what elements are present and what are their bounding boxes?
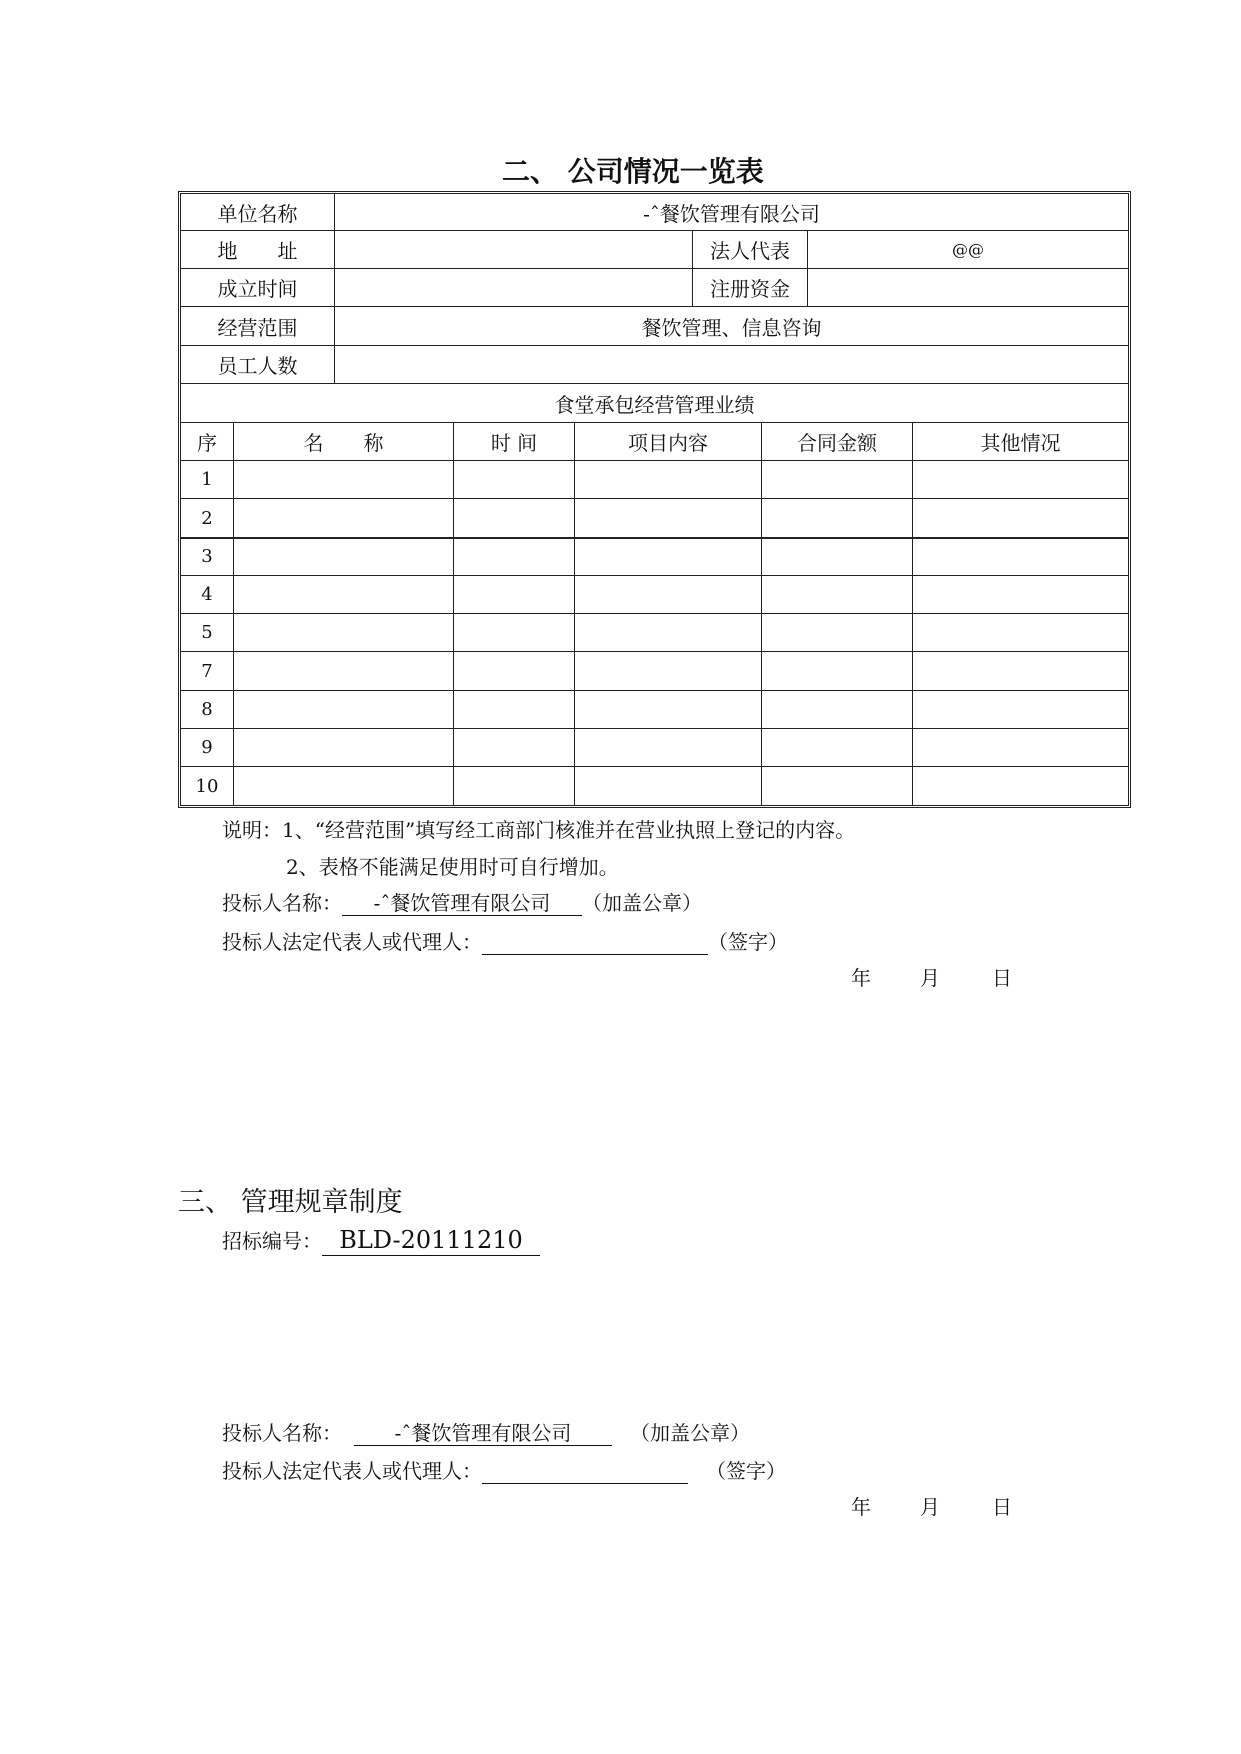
representative-line-1 <box>222 926 788 955</box>
bidder-name-field[interactable]: -ˆ餐饮管理有限公司 <box>342 891 582 916</box>
row-number: 2 <box>201 507 213 529</box>
address-value <box>335 231 692 268</box>
representative-label: 投标人法定代表人或代理人： <box>222 930 482 954</box>
date-month: 月 <box>920 1495 940 1519</box>
row-number: 7 <box>201 660 213 682</box>
row-number: 4 <box>201 584 213 605</box>
page-title: 二、 公司情况一览表 <box>502 155 764 188</box>
bidder-name-label: 投标人名称： <box>222 891 342 915</box>
date-day: 日 <box>992 1495 1012 1519</box>
note-1: 说明：1、“经营范围”填写经工商部门核准并在营业执照上登记的内容。 <box>222 818 856 842</box>
seal-note: （加盖公章） <box>582 891 702 915</box>
scope-label: 经营范围 <box>217 315 298 340</box>
signature-note: （签字） <box>706 1459 786 1483</box>
legal-rep-label: 法人代表 <box>710 239 790 263</box>
date-year: 年 <box>851 1495 871 1519</box>
row-number: 1 <box>201 469 213 490</box>
representative-label: 投标人法定代表人或代理人： <box>222 1459 482 1483</box>
date-day: 日 <box>992 966 1012 990</box>
staff-value <box>335 346 1128 383</box>
performance-heading: 食堂承包经营管理业绩 <box>554 392 755 417</box>
col-header-amount: 合同金额 <box>797 431 877 455</box>
representative-signature-field[interactable] <box>482 1459 688 1484</box>
representative-line-2 <box>222 1455 786 1484</box>
note-2: 2、表格不能满足使用时可自行增加。 <box>286 855 619 879</box>
col-header-other: 其他情况 <box>980 431 1061 455</box>
col-header-time: 时 间 <box>490 431 538 455</box>
row-number: 10 <box>195 775 219 797</box>
seal-note: （加盖公章） <box>630 1421 750 1445</box>
date-month: 月 <box>920 966 940 990</box>
capital-value <box>808 269 1128 306</box>
staff-label: 员工人数 <box>217 354 298 378</box>
row-number: 5 <box>201 622 213 643</box>
row-number: 3 <box>201 546 213 567</box>
founded-label: 成立时间 <box>217 277 298 301</box>
date-year: 年 <box>851 966 871 990</box>
capital-label: 注册资金 <box>710 277 790 301</box>
signature-note: （签字） <box>708 930 788 954</box>
row-number: 8 <box>201 699 213 720</box>
address-label: 地 址 <box>217 239 298 263</box>
bidder-name-label: 投标人名称： <box>222 1421 342 1445</box>
representative-signature-field[interactable] <box>482 930 708 955</box>
col-header-seq: 序 <box>197 431 217 455</box>
unit-name-label: 单位名称 <box>217 201 298 226</box>
tender-number-field[interactable]: BLD-20111210 <box>322 1226 540 1256</box>
col-header-content: 项目内容 <box>628 431 708 455</box>
section-3-title: 三、 管理规章制度 <box>178 1187 403 1218</box>
legal-rep-value: @@ <box>952 240 984 259</box>
unit-name-value: -ˆ餐饮管理有限公司 <box>643 201 820 226</box>
signature-block-1 <box>222 887 702 916</box>
founded-value <box>335 269 692 306</box>
scope-value: 餐饮管理、信息咨询 <box>641 315 822 340</box>
company-info-table <box>178 191 1131 808</box>
bidder-name-field[interactable]: -ˆ餐饮管理有限公司 <box>354 1421 612 1446</box>
tender-number-label: 招标编号： <box>222 1229 322 1253</box>
tender-number-line <box>222 1225 540 1256</box>
col-header-name: 名 称 <box>303 431 384 455</box>
row-number: 9 <box>201 737 213 758</box>
signature-block-2 <box>222 1417 750 1446</box>
